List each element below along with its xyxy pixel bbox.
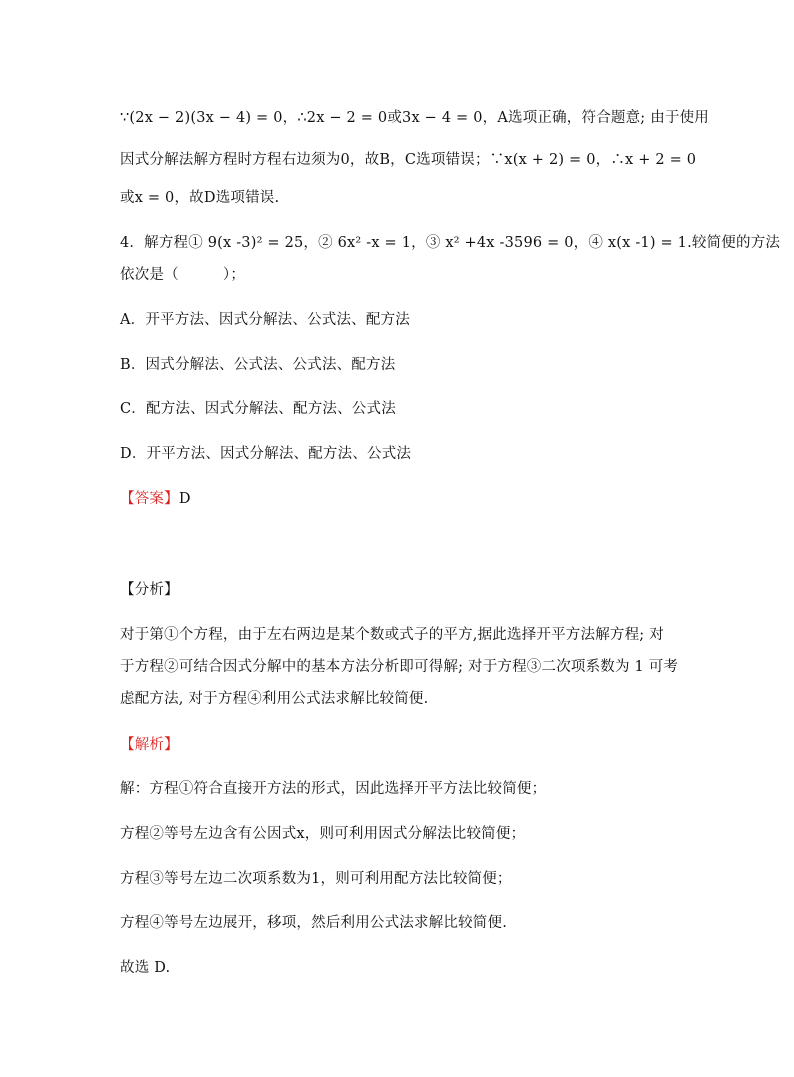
option-d: D．开平方法、因式分解法、配方法、公式法 (120, 446, 412, 462)
answer-label: 【答案】 (120, 491, 179, 507)
analysis-line-3: 虑配方法, 对于方程④利用公式法求解比较简便. (120, 691, 429, 707)
question-stem-line-2: 依次是（ ）； (120, 267, 246, 283)
explanation-line-1: 解：方程①符合直接开方法的形式，因此选择开平方法比较简便； (120, 781, 547, 797)
option-b: B．因式分解法、公式法、公式法、配方法 (120, 357, 396, 373)
explanation-line-3: 方程③等号左边二次项系数为1，则可利用配方法比较简便； (120, 871, 512, 887)
explanation-line-4: 方程④等号左边展开，移项，然后利用公式法求解比较简便. (120, 915, 508, 931)
option-a: A．开平方法、因式分解法、公式法、配方法 (120, 312, 410, 328)
answer-value: D (178, 491, 191, 507)
explanation-label: 【解析】 (120, 737, 179, 753)
solution-prev-line-2: 因式分解法解方程时方程右边须为0，故B，C选项错误；∵x(x + 2) = 0，∴x + 2 = 0 (120, 152, 697, 168)
explanation-line-5: 故选 D. (120, 960, 171, 976)
analysis-label: 【分析】 (120, 582, 179, 598)
option-c: C．配方法、因式分解法、配方法、公式法 (120, 401, 396, 417)
solution-prev-line-3: 或x = 0，故D选项错误. (120, 190, 280, 206)
explanation-line-2: 方程②等号左边含有公因式x，则可利用因式分解法比较简便； (120, 826, 526, 842)
solution-prev-line-1: ∵(2x − 2)(3x − 4) = 0，∴2x − 2 = 0或3x − 4 = 0，A选项正确，符合题意; 由于使用 (120, 110, 710, 126)
analysis-line-1: 对于第①个方程，由于左右两边是某个数或式子的平方,据此选择开平方法解方程; 对 (120, 627, 664, 643)
question-stem-line-1: 4．解方程① 9(x -3)² = 25，② 6x² -x = 1，③ x² +4x -3596 = 0，④ x(x -1) = 1.较简便的方法 (120, 235, 781, 251)
analysis-line-2: 于方程②可结合因式分解中的基本方法分析即可得解; 对于方程③二次项系数为 1 可考 (120, 659, 679, 675)
answer-row (120, 489, 191, 509)
